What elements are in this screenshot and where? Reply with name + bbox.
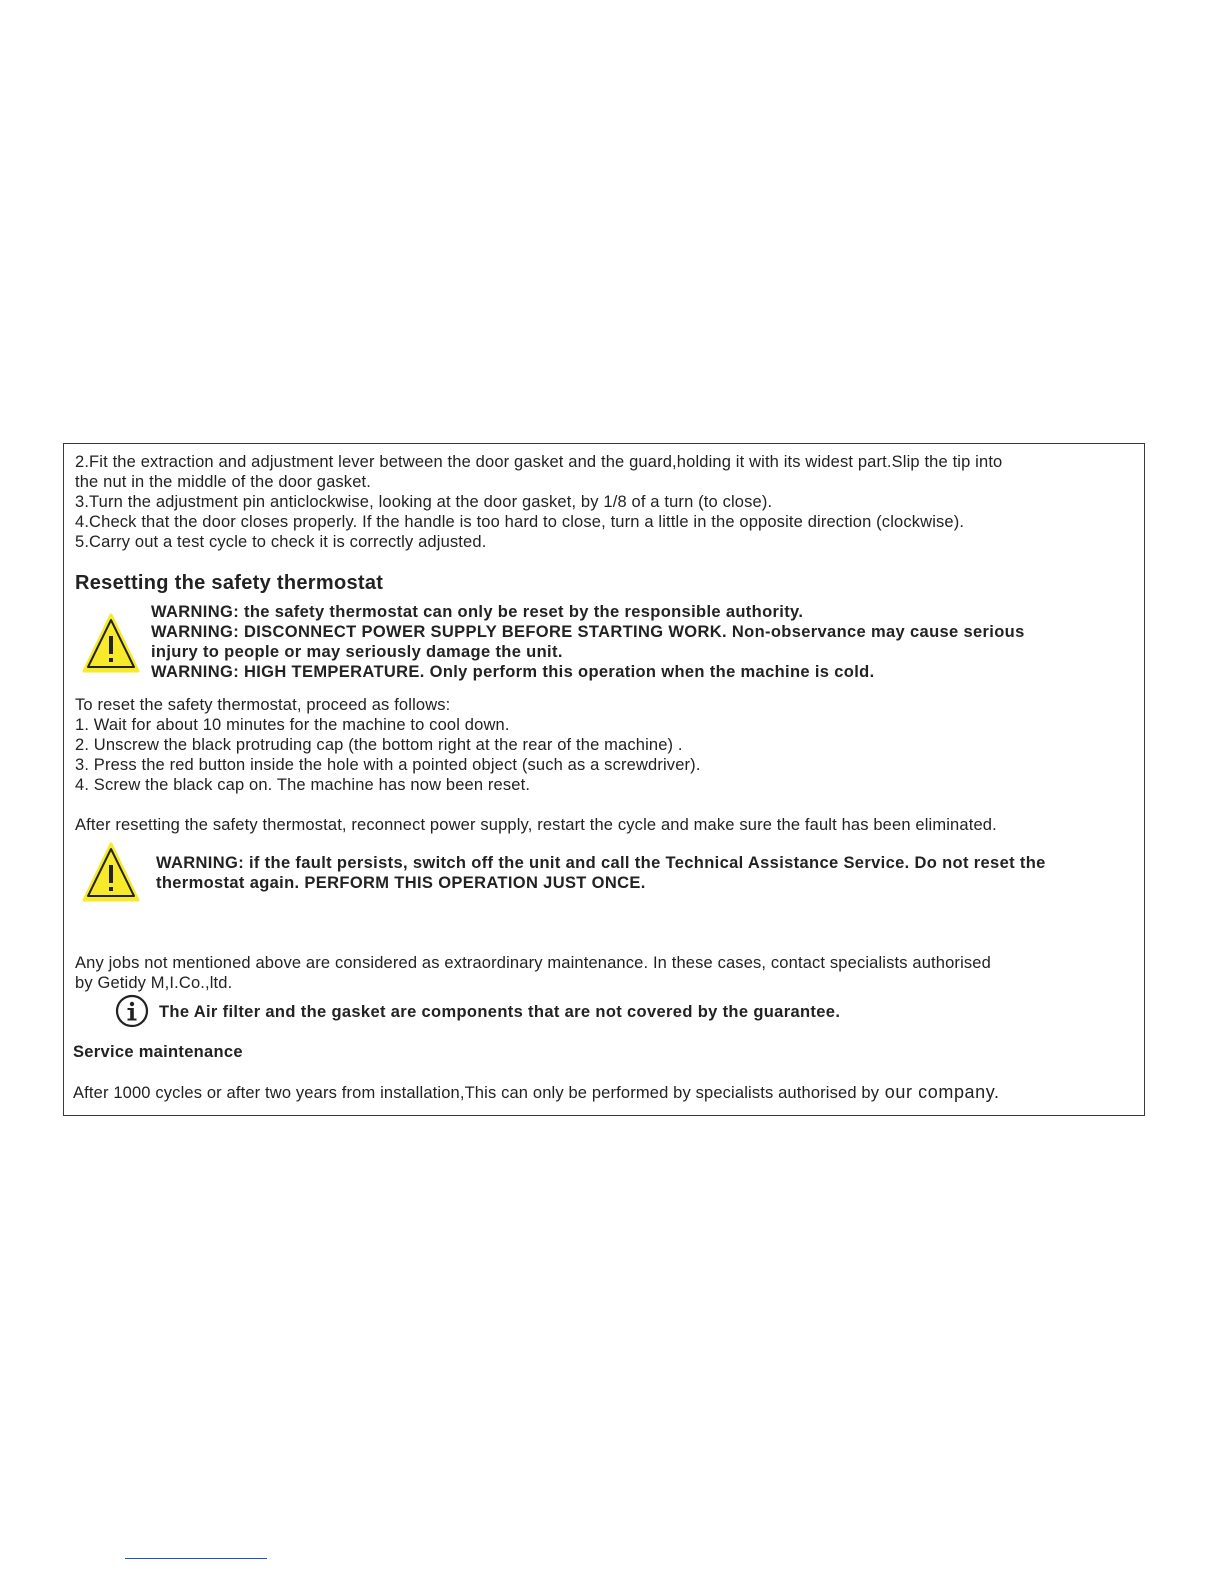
warning-reset-authority: WARNING: the safety thermostat can only be reset by the responsible authority. [151, 603, 804, 621]
procedure-step-4: 4. Screw the black cap on. The machine has now been reset. [75, 776, 531, 794]
instructions-panel [63, 443, 1145, 1116]
service-maintenance-heading: Service maintenance [73, 1043, 243, 1061]
warning-disconnect-power-cont: injury to people or may seriously damage the unit. [151, 643, 563, 661]
warning-disconnect-power: WARNING: DISCONNECT POWER SUPPLY BEFORE STARTING WORK. Non-observance may cause serious [151, 623, 1025, 641]
procedure-intro: To reset the safety thermostat, proceed as follows: [75, 696, 451, 714]
procedure-step-1: 1. Wait for about 10 minutes for the machine to cool down. [75, 716, 510, 734]
guarantee-note: The Air filter and the gasket are components that are not covered by the guarantee. [159, 1003, 841, 1021]
procedure-step-3: 3. Press the red button inside the hole with a pointed object (such as a screwdriver). [75, 756, 701, 774]
extraordinary-maintenance-line-2: by Getidy M,I.Co.,ltd. [75, 974, 233, 992]
warning-triangle-icon [82, 841, 140, 903]
step-2-line-1: 2.Fit the extraction and adjustment lever between the door gasket and the guard,holding it with its widest part.Slip the tip into [75, 453, 1003, 471]
footer-divider [125, 1558, 267, 1559]
reset-section-heading: Resetting the safety thermostat [75, 572, 384, 594]
warning-high-temperature: WARNING: HIGH TEMPERATURE. Only perform this operation when the machine is cold. [151, 663, 875, 681]
step-2-line-2: the nut in the middle of the door gasket. [75, 473, 372, 491]
step-3: 3.Turn the adjustment pin anticlockwise, looking at the door gasket, by 1/8 of a turn (to close). [75, 493, 773, 511]
extraordinary-maintenance-line-1: Any jobs not mentioned above are considered as extraordinary maintenance. In these cases, contact specialists authorised [75, 954, 991, 972]
after-reset-text: After resetting the safety thermostat, reconnect power supply, restart the cycle and make sure the fault has been eliminated. [75, 816, 997, 834]
fault-warning-line-2: thermostat again. PERFORM THIS OPERATION JUST ONCE. [156, 874, 646, 892]
service-maintenance-company: our company. [879, 1082, 1000, 1102]
info-circle-icon [114, 994, 150, 1028]
step-4: 4.Check that the door closes properly. If the handle is too hard to close, turn a little in the opposite direction (clockwise). [75, 513, 965, 531]
warning-triangle-icon [82, 612, 140, 674]
procedure-step-2: 2. Unscrew the black protruding cap (the bottom right at the rear of the machine) . [75, 736, 683, 754]
service-maintenance-text [73, 1082, 1000, 1103]
step-5: 5.Carry out a test cycle to check it is correctly adjusted. [75, 533, 487, 551]
fault-warning-line-1: WARNING: if the fault persists, switch off the unit and call the Technical Assistance Service. Do not reset the [156, 854, 1046, 872]
service-maintenance-main: After 1000 cycles or after two years from installation,This can only be performed by specialists authorised by [73, 1084, 880, 1102]
